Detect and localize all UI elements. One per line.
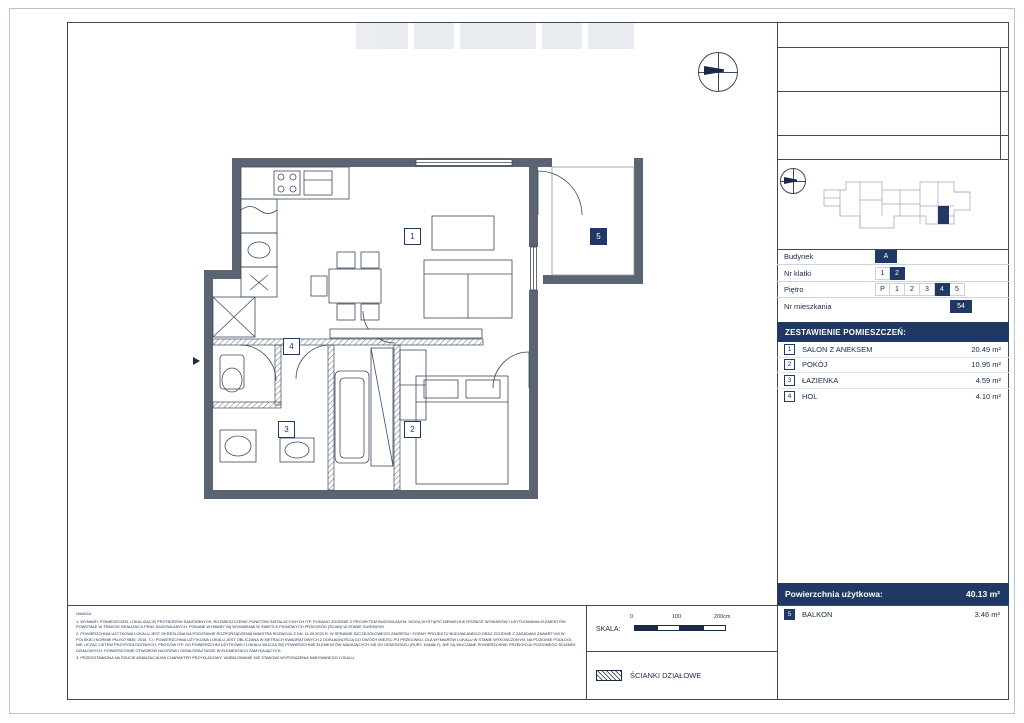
room-area: 10.95 m² — [971, 360, 1001, 370]
table-row — [777, 342, 1009, 358]
notes-heading: UWAGA: — [76, 611, 93, 616]
room-name: HOL — [802, 391, 818, 401]
room-area: 4.59 m² — [975, 375, 1001, 385]
binfo-cell: 1 — [890, 283, 905, 296]
info-rule-4 — [777, 159, 1009, 160]
binfo-label: Nr mieszkania — [784, 301, 832, 311]
binfo-cell: 1 — [875, 267, 890, 280]
info-rule-2 — [777, 91, 1009, 92]
balcony-row — [777, 605, 1009, 623]
scale-bar-block — [596, 612, 776, 644]
room-number: 4 — [784, 391, 795, 402]
room-number: 5 — [784, 609, 795, 620]
room-number: 1 — [784, 344, 795, 355]
room-area: 20.49 m² — [971, 344, 1001, 354]
entrance-arrow-icon — [193, 357, 200, 365]
floor-plan-drawing — [180, 140, 680, 520]
total-area-bar — [777, 583, 1009, 605]
scale-graphic — [634, 625, 726, 631]
note-item: 2. POWIERZCHNIA UŻYTKOWA LOKALU JEST OKREŚLONA NA PODSTAWIE ROZPORZĄDZENIA MINISTRA ROZWOJU Z DN. 11.09.2020 R. W SPRAWIE SZCZEGÓŁOWEGO ZAKRESU I FORMY PROJEKTU BUDOWLANEGO ORAZ ZGODNIE Z ZASADAMI ZAWARTYMI W POLSKIEJ NORMIE PN-ISO 9836: 2015, TJ.: POWIERZCHNIA UŻYTKOWA LOKALU JEST OBLICZANA W METRACH KWADRATOWYCH Z DOKŁADNOŚCIĄ DO DWÓCH MIEJSC PO PRZECINKU, DLA WYMIARÓW LOKALU W STANIE WYKOŃCZONYM, NA POZIOMIE PODŁOGI, NIE LICZĄC LISTEW PRZYPODŁOGOWYCH, PROGÓW ITP. DO POWIERZCHNI UŻYTKOWEJ LOKALU WLICZA SIĘ POWIERZCHNIE ELEMENTÓW NADAJĄCYCH SIĘ DO DEMONTAŻU (RURY, KANAŁY), NIE SĄ WLICZANE POWIERZCHNIE PRZEKROJU POZIOMEGO ŚCIANEK DZIAŁOWYCH, POWIERZCHNIE OTWORÓW NA DRZWI I OKNA ORAZ NISZE W ELEMENTACH ZAMYKAJĄCYCH. — [76, 631, 576, 653]
binfo-cell: 4 — [935, 283, 950, 296]
plan-room-tag-2: 2 — [404, 421, 421, 438]
room-name: BALKON — [802, 609, 833, 619]
binfo-label: Budynek — [784, 252, 814, 262]
binfo-cell: P — [875, 283, 890, 296]
binfo-cell: 3 — [920, 283, 935, 296]
info-rule-vertical — [1000, 47, 1001, 159]
scale-tick: 100 — [672, 614, 682, 620]
plan-room-tag-5: 5 — [590, 228, 607, 245]
binfo-row-building — [777, 249, 1009, 265]
keyplan-diagram — [820, 176, 988, 238]
binfo-cells — [875, 265, 905, 280]
binfo-cell: A — [875, 250, 897, 263]
room-name: POKÓJ — [802, 360, 828, 370]
info-rule-1 — [777, 47, 1009, 48]
binfo-cell: 54 — [950, 300, 972, 313]
note-item: 3. PRZEDSTAWIONA NA RZUCIE ARANŻACJA MA CHARAKTER PRZYKŁADOWY, UMEBLOWANIE NIE STANOWI WYPOSAŻENIA NABYWANEGO LOKALU. — [76, 654, 356, 660]
binfo-row-apartment — [777, 298, 1009, 314]
total-area-label: Powierzchnia użytkowa: — [785, 589, 883, 599]
divider-notes-band — [67, 605, 777, 606]
scale-ticks — [630, 614, 740, 624]
scale-tick: 0 — [630, 614, 634, 620]
info-rule-3 — [777, 135, 1009, 136]
room-area: 3.46 m² — [974, 609, 1000, 619]
keyplan-north-arrow-icon — [780, 168, 806, 194]
room-number: 3 — [784, 375, 795, 386]
schedule-title: ZESTAWIENIE POMIESZCZEŃ: — [777, 322, 1009, 342]
total-area-value: 40.13 m² — [965, 589, 1000, 599]
binfo-cell: 5 — [950, 283, 965, 296]
keyplan-unit-highlight — [938, 206, 949, 224]
note-item: 1. WYMIARY POMIESZCZEŃ, LOKALIZACJĘ PRZYBORÓW SANITARNYCH, ROZMIESZCZENIE PUNKTÓW INSTALACYJNYCH ITP. PODANO ZGODNIE Z PROJEKTEM BUDOWLANYM. MOGĄ WYSTĄPIĆ NIEWIELKIE RÓŻNICE WYMIARÓW I USYTUOWANIA ELEMENTÓW POWSTAŁE W TRAKCIE REALIZACJI PRAC BUDOWLANYCH. PODANE WYMIARY SĄ WYMIARAMI W ŚWIETLE PIONOWYCH PRZEGRÓD (ŚCIAN) W STANIE SUROWYM. — [76, 618, 566, 630]
scale-label: SKALA: — [596, 626, 621, 633]
legend-partition-walls — [596, 660, 776, 690]
rooms-schedule — [777, 342, 1009, 404]
binfo-cell: 2 — [905, 283, 920, 296]
room-area: 4.10 m² — [975, 391, 1001, 401]
hatch-swatch — [596, 670, 622, 681]
divider-notes-scale — [586, 605, 587, 700]
divider-scale-legend — [586, 651, 777, 652]
table-row — [777, 389, 1009, 405]
binfo-cell: 2 — [890, 267, 905, 280]
plan-room-tag-4: 4 — [283, 338, 300, 355]
plan-room-tag-1: 1 — [404, 228, 421, 245]
table-row — [777, 373, 1009, 389]
binfo-row-staircase — [777, 265, 1009, 281]
room-number: 2 — [784, 359, 795, 370]
room-name: ŁAZIENKA — [802, 375, 839, 385]
table-row — [777, 358, 1009, 374]
building-info-table — [777, 249, 1009, 315]
room-name: SALON Z ANEKSEM — [802, 344, 873, 354]
legend-label: ŚCIANKI DZIAŁOWE — [630, 670, 702, 680]
binfo-label: Nr klatki — [784, 268, 812, 278]
binfo-cells — [875, 282, 965, 297]
scale-tick: 200cm — [714, 614, 731, 620]
watermark — [330, 16, 660, 56]
binfo-row-floor — [777, 282, 1009, 298]
notes-block — [76, 611, 576, 662]
binfo-cells — [950, 298, 972, 314]
binfo-cells — [875, 249, 897, 264]
plan-room-tag-3: 3 — [278, 421, 295, 438]
north-arrow-icon — [698, 52, 738, 92]
binfo-label: Piętro — [784, 284, 804, 294]
